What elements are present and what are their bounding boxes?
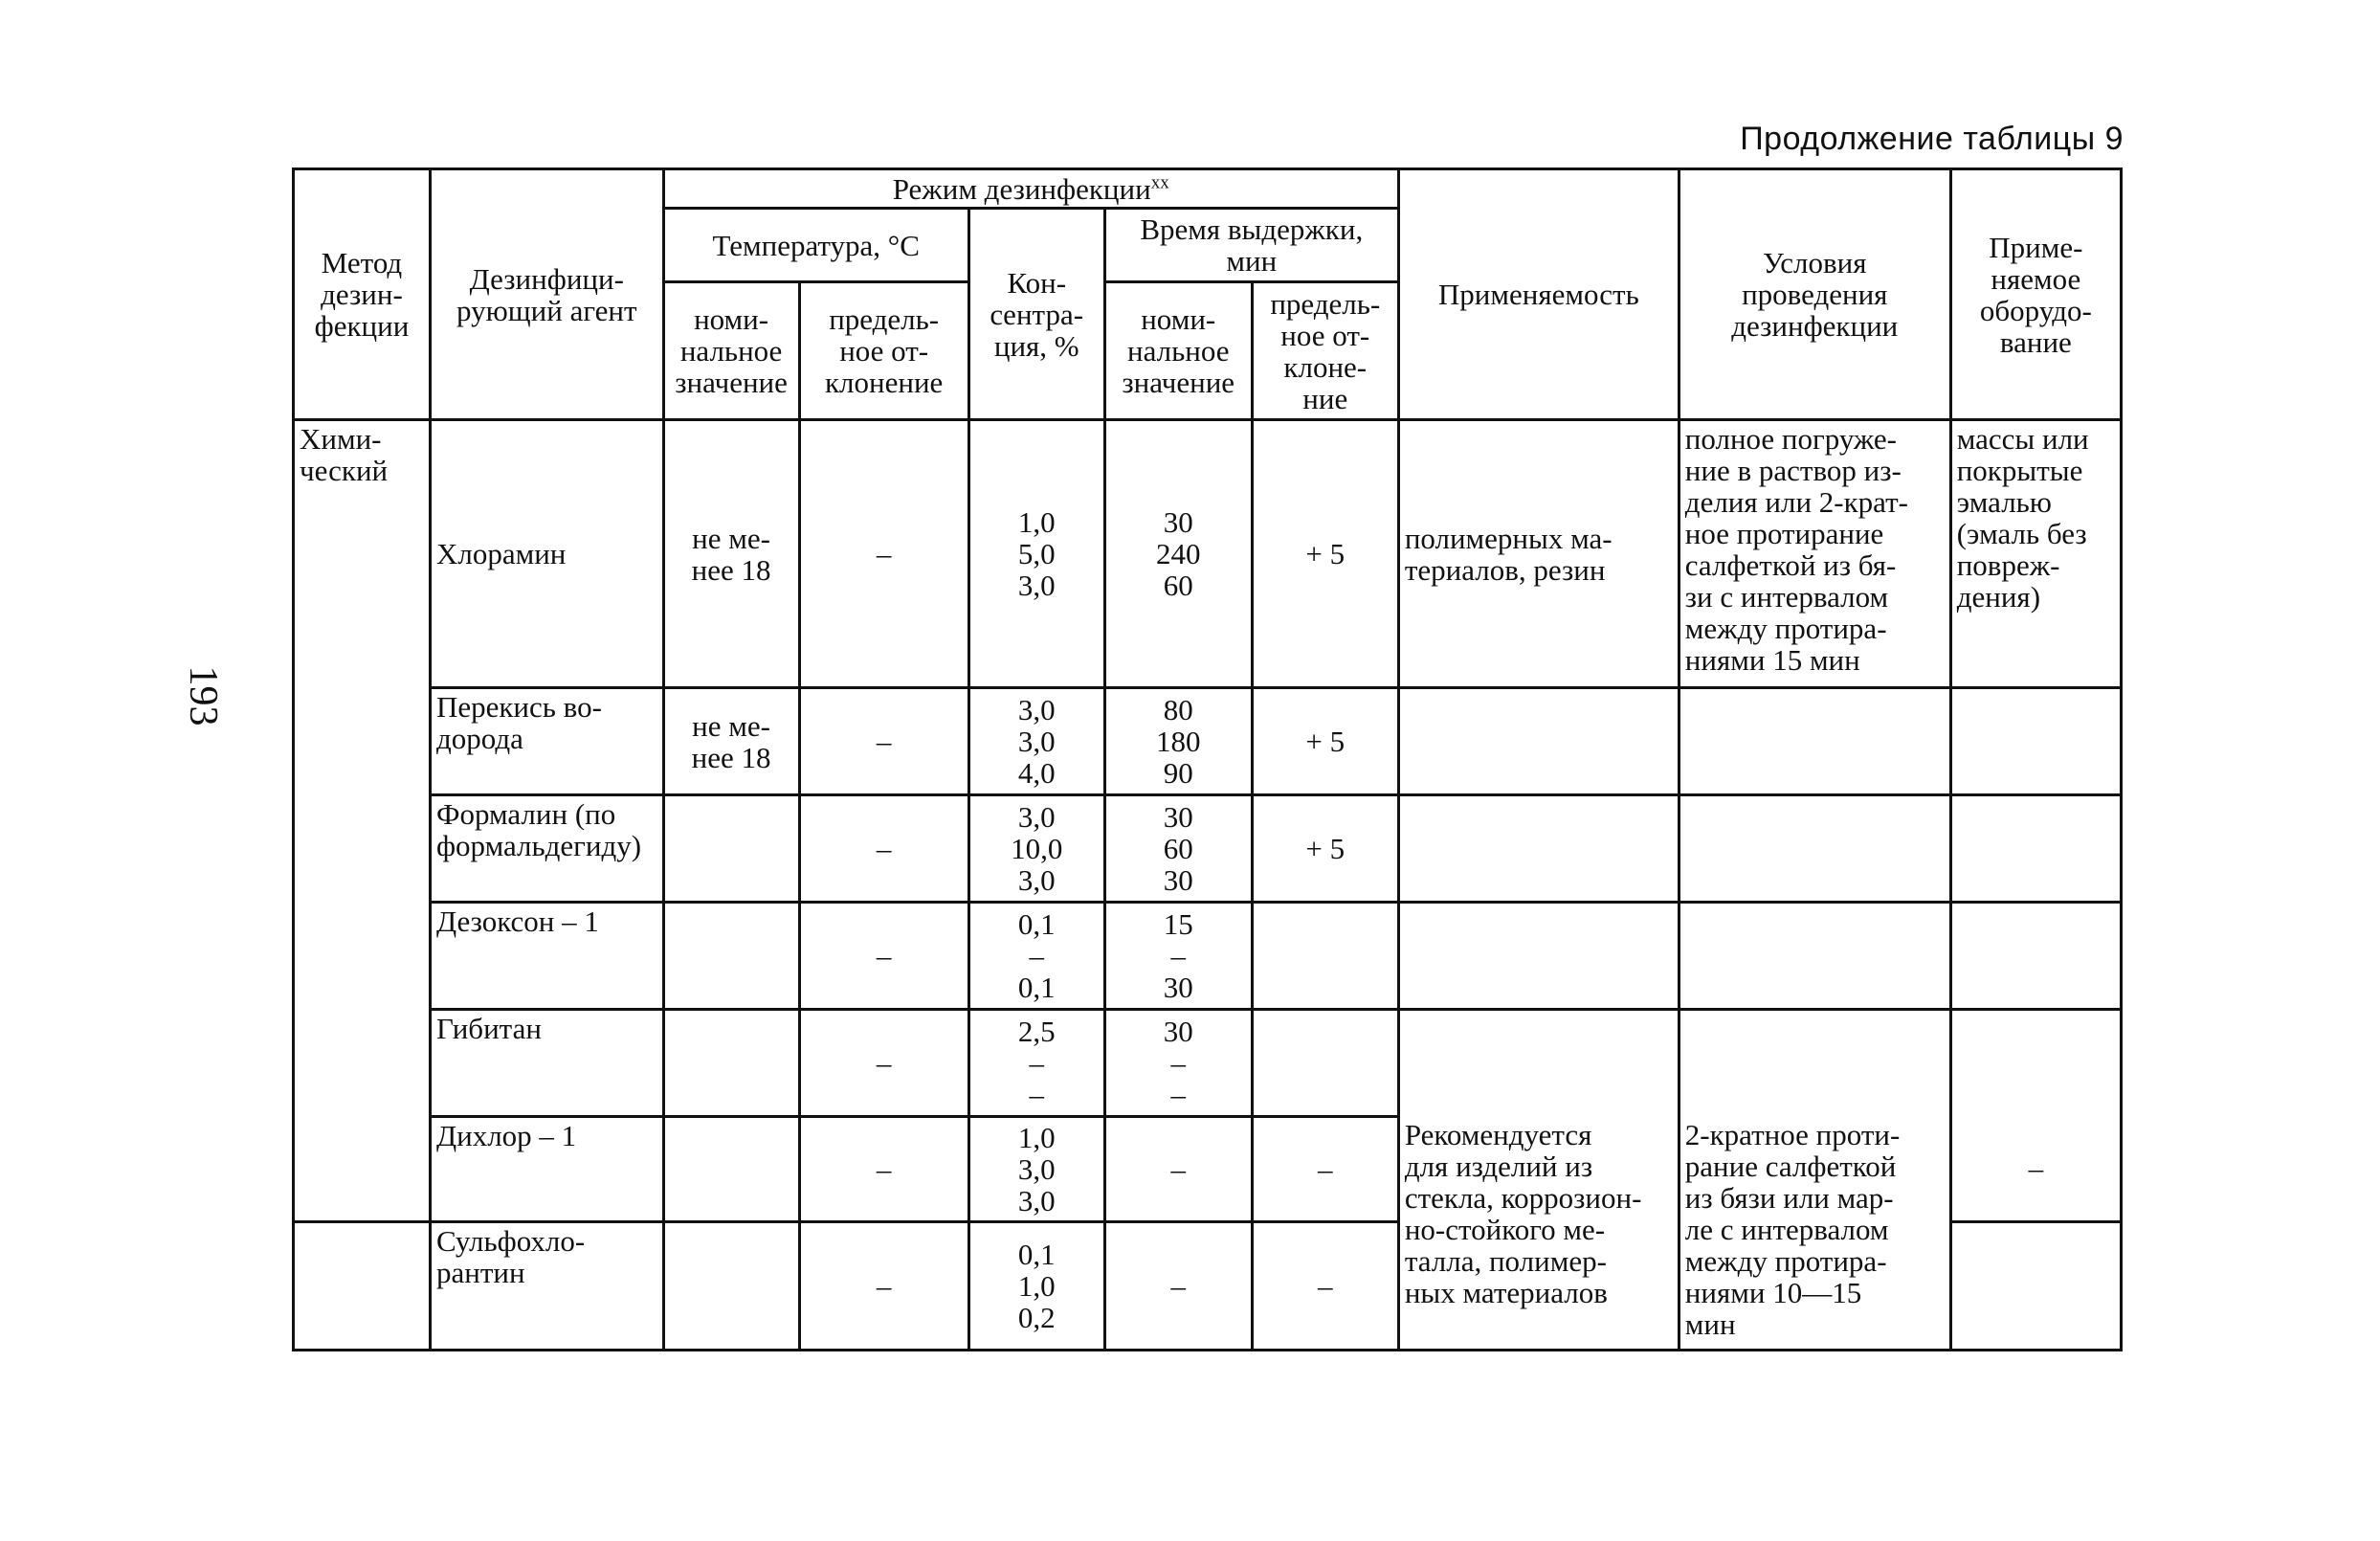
cell-conditions [1679,688,1950,795]
page-number-text: 193 [181,665,225,726]
cell-temp-deviation: – [799,1010,968,1117]
cell-applicability [1398,903,1679,1010]
cell-temp-nominal [663,1222,799,1351]
cell-concentration: 2,5 – – [968,1010,1104,1117]
cell-method [294,1222,431,1351]
cell-exp-nominal: 15 – 30 [1104,903,1252,1010]
header-row [294,169,2122,209]
cell-agent: Сульфохло- рантин [430,1222,663,1351]
cell-exp-nominal: 30 60 30 [1104,795,1252,903]
cell-exp-deviation: + 5 [1252,420,1398,688]
cell-conditions [1679,903,1950,1010]
header-equipment: Приме- няемое оборудо- вание [1950,169,2121,420]
cell-agent: Гибитан [430,1010,663,1117]
cell-exp-nominal: 30 – – [1104,1010,1252,1117]
cell-agent: Перекись во- дорода [430,688,663,795]
cell-exp-deviation: – [1252,1117,1398,1222]
cell-equipment [1950,903,2121,1010]
regime-footnote-mark: xx [1150,172,1169,193]
table-row [294,688,2122,795]
header-method: Метод дезин- фекции [294,169,431,420]
cell-agent: Формалин (по формальдегиду) [430,795,663,903]
cell-applicability: полимерных ма- териалов, резин [1398,420,1679,688]
cell-temp-deviation: – [799,420,968,688]
cell-temp-nominal [663,903,799,1010]
header-applicability: Применяемость [1398,169,1679,420]
cell-temp-deviation: – [799,688,968,795]
cell-exp-deviation: + 5 [1252,688,1398,795]
cell-concentration: 1,0 5,0 3,0 [968,420,1104,688]
cell-concentration: 1,0 3,0 3,0 [968,1117,1104,1222]
cell-agent: Дезоксон – 1 [430,903,663,1010]
cell-temp-nominal: не ме- нее 18 [663,688,799,795]
header-exposure: Время выдержки, мин [1104,209,1398,282]
cell-applicability [1398,795,1679,903]
cell-exp-deviation [1252,903,1398,1010]
cell-equipment [1950,795,2121,903]
cell-exp-nominal: – [1104,1117,1252,1222]
cell-equipment: – [1950,1117,2121,1222]
cell-concentration: 0,1 1,0 0,2 [968,1222,1104,1351]
cell-concentration: 0,1 – 0,1 [968,903,1104,1010]
cell-temp-deviation: – [799,903,968,1010]
table-row [294,420,2122,688]
cell-exp-nominal: – [1104,1222,1252,1351]
header-agent: Дезинфици- рующий агент [430,169,663,420]
table-row [294,903,2122,1010]
table-row [294,1010,2122,1117]
cell-temp-deviation: – [799,795,968,903]
cell-agent: Хлорамин [430,420,663,688]
header-temp-nominal: номи- нальное значение [663,282,799,420]
cell-conditions [1679,795,1950,903]
cell-temp-nominal [663,795,799,903]
cell-temp-deviation: – [799,1222,968,1351]
cell-method: Хими- ческий [294,420,431,1222]
header-conditions: Условия проведения дезинфекции [1679,169,1950,420]
header-regime: Режим дезинфекции$^{xx}$ [663,169,1398,209]
header-exp-nominal: номи- нальное значение [1104,282,1252,420]
cell-agent: Дихлор – 1 [430,1117,663,1222]
header-exp-deviation: предель- ное от- клоне- ние [1252,282,1398,420]
cell-conditions [1679,1010,1950,1117]
cell-temp-deviation: – [799,1117,968,1222]
cell-concentration: 3,0 10,0 3,0 [968,795,1104,903]
table-caption: Продолжение таблицы 9 [1740,121,2124,157]
cell-equipment [1950,1222,2121,1351]
cell-concentration: 3,0 3,0 4,0 [968,688,1104,795]
header-concentration: Кон- cентра- ция, % [968,209,1104,420]
table-row [294,1117,2122,1222]
cell-equipment [1950,688,2121,795]
cell-applicability: Рекомендуется для изделий из стекла, коррозион- но-стойкого ме- талла, полимер- ных материалов [1398,1117,1679,1351]
cell-temp-nominal [663,1117,799,1222]
cell-temp-nominal [663,1010,799,1117]
header-temperature: Температура, °С [663,209,968,282]
cell-equipment [1950,1010,2121,1117]
cell-conditions: 2-кратное проти- рание салфеткой из бязи или мар- ле с интервалом между протира- ниями 10—15 мин [1679,1117,1950,1351]
table-row [294,795,2122,903]
cell-exp-deviation: – [1252,1222,1398,1351]
cell-exp-deviation: + 5 [1252,795,1398,903]
cell-exp-deviation [1252,1010,1398,1117]
cell-applicability [1398,1010,1679,1117]
cell-exp-nominal: 30 240 60 [1104,420,1252,688]
header-temp-deviation: предель- ное от- клонение [799,282,968,420]
cell-conditions: полное погруже- ние в раствор из- делия или 2-крат- ное протирание салфеткой из бя- зи с интервалом между протира- ниями 15 мин [1679,420,1950,688]
cell-temp-nominal: не ме- нее 18 [663,420,799,688]
cell-exp-nominal: 80 180 90 [1104,688,1252,795]
cell-applicability [1398,688,1679,795]
disinfection-table [292,168,2123,1351]
cell-equipment: массы или покрытые эмалью (эмаль без повреж- дения) [1950,420,2121,688]
